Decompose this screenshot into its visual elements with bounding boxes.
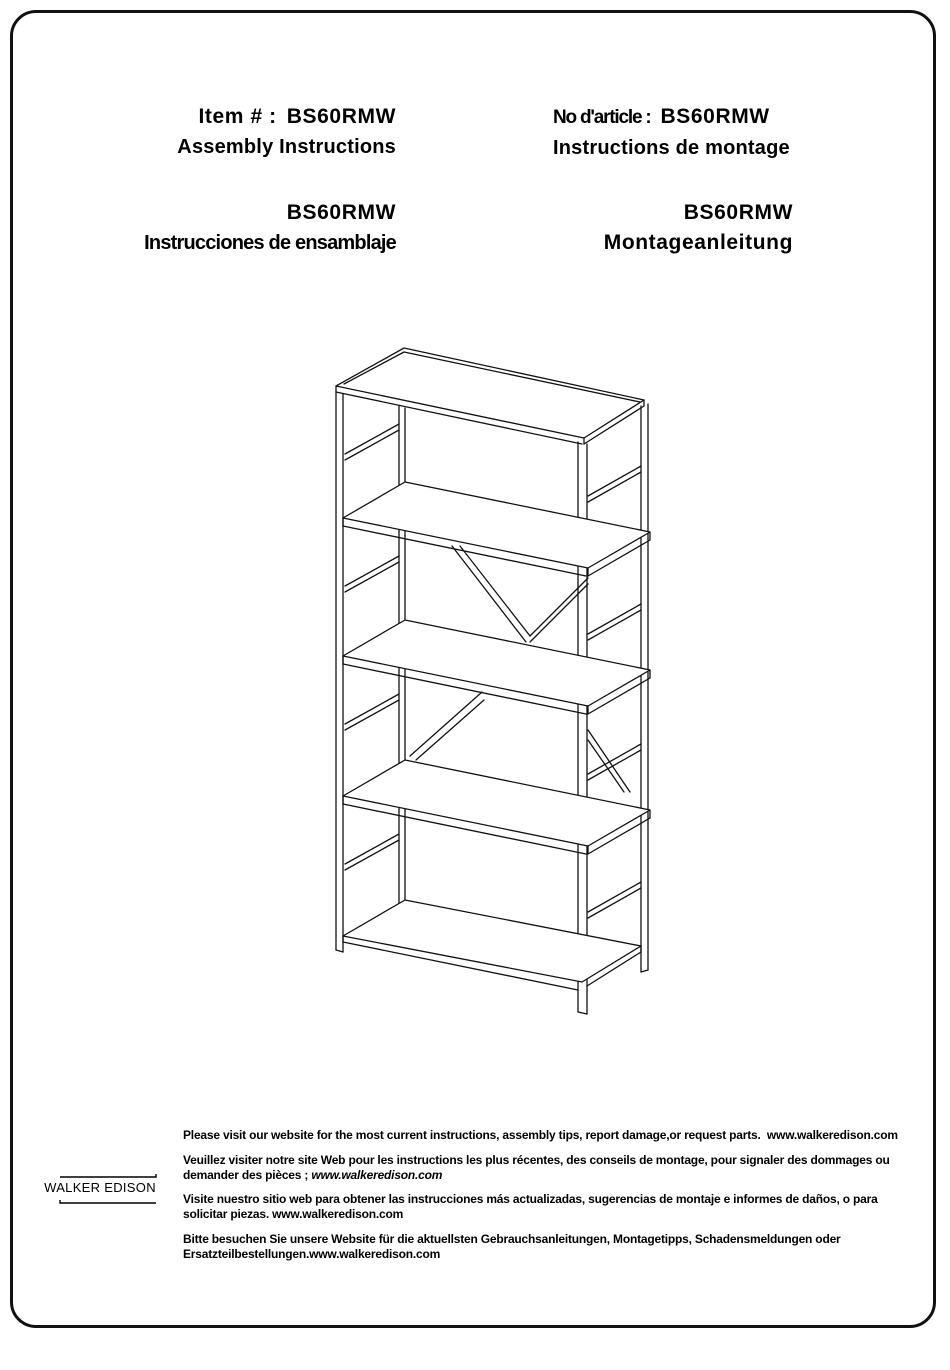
subtitle-en: Assembly Instructions bbox=[177, 136, 396, 158]
item-line-en bbox=[0, 104, 396, 130]
footer-es-url[interactable]: www.walkeredison.com bbox=[272, 1207, 404, 1221]
item-number-de: BS60RMW bbox=[683, 201, 793, 224]
footer-fr-text: Veuillez visiter notre site Web pour les instructions les plus récentes, des conseils de montage, pour signaler des dommages ou demander des pièces ; bbox=[183, 1153, 890, 1182]
item-label-fr: No d'article : bbox=[553, 107, 651, 128]
header-en bbox=[0, 104, 396, 160]
subtitle-fr: Instructions de montage bbox=[553, 137, 790, 159]
footer-en bbox=[183, 1128, 913, 1143]
footer-fr bbox=[183, 1153, 913, 1183]
footer-es-text: Visite nuestro sitio web para obtener las instrucciones más actualizadas, sugerencias de montaje e informes de daños, o para solicitar piezas. bbox=[183, 1192, 878, 1221]
item-number-es: BS60RMW bbox=[286, 201, 396, 224]
footer-en-text: Please visit our website for the most current instructions, assembly tips, report damage,or request parts. bbox=[183, 1128, 761, 1142]
right-back-leg bbox=[641, 404, 648, 972]
item-line-fr bbox=[553, 104, 853, 131]
header-de bbox=[0, 200, 793, 256]
subtitle-es: Instrucciones de ensamblaje bbox=[144, 232, 396, 254]
footer-en-url[interactable]: www.walkeredison.com bbox=[766, 1128, 898, 1142]
top-shelf bbox=[336, 348, 644, 444]
footer-de bbox=[183, 1232, 913, 1262]
bookshelf-illustration bbox=[300, 330, 680, 1030]
subtitle-de: Montageanleitung bbox=[603, 231, 793, 254]
item-number-fr: BS60RMW bbox=[660, 105, 770, 128]
item-label-en: Item # : bbox=[198, 105, 277, 128]
walker-edison-logo bbox=[40, 1172, 160, 1206]
footer-de-text: Bitte besuchen Sie unsere Website für die aktuellsten Gebrauchsanleitungen, Montagetipps, Schadensmeldungen oder Ersatzteilbestellungen. bbox=[183, 1232, 841, 1261]
left-front-leg bbox=[336, 392, 343, 952]
footer-de-url[interactable]: www.walkeredison.com bbox=[309, 1247, 441, 1261]
header-fr bbox=[553, 104, 853, 161]
footer-fr-url[interactable]: www.walkeredison.com bbox=[311, 1168, 443, 1182]
footer-es bbox=[183, 1192, 913, 1222]
item-number-en: BS60RMW bbox=[286, 105, 396, 128]
logo-text: WALKER EDISON bbox=[44, 1180, 156, 1195]
